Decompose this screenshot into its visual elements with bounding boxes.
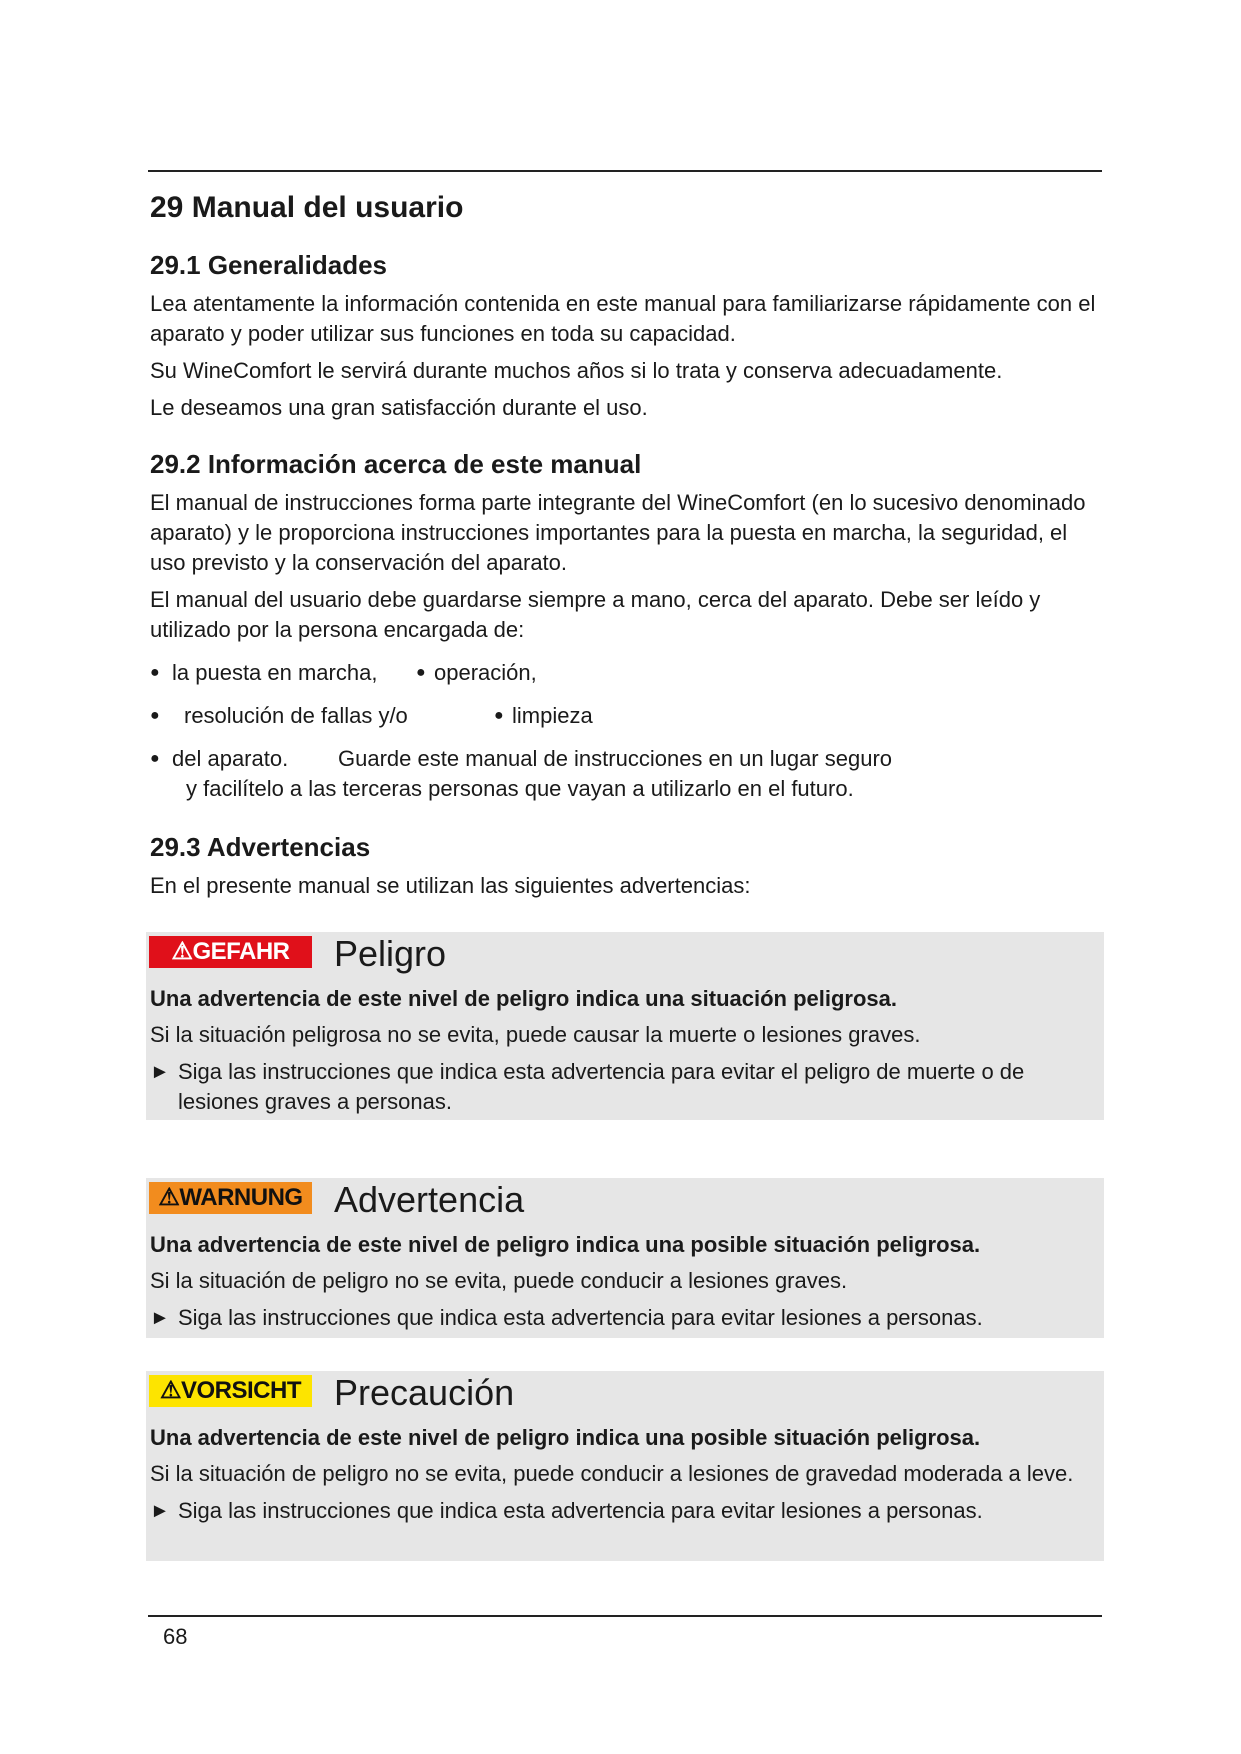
arrow-right-icon: ► <box>150 1061 170 1083</box>
warning-box-warning <box>146 1178 1104 1338</box>
warning-bold-text: Una advertencia de este nivel de peligro indica una posible situación peligrosa. <box>150 1232 981 1257</box>
section-warnings <box>150 830 1100 901</box>
warning-body <box>150 1423 1096 1526</box>
instruction-text: Siga las instrucciones que indica esta advertencia para evitar el peligro de muerte o de lesiones graves a personas. <box>178 1059 1025 1114</box>
warning-body <box>150 984 1096 1117</box>
bullet-list <box>150 658 1100 804</box>
bullet-text: resolución de fallas y/o <box>184 703 408 728</box>
section-general <box>150 248 1100 423</box>
warning-box-danger <box>146 932 1104 1120</box>
page-number: 68 <box>163 1624 188 1649</box>
section-heading: 29.2 Información acerca de este manual <box>150 449 642 479</box>
warning-text: Si la situación de peligro no se evita, puede conducir a lesiones graves. <box>150 1268 848 1293</box>
bullet-text: del aparato. <box>172 746 289 771</box>
section-info <box>150 447 1100 804</box>
bullet-text: la puesta en marcha, <box>172 660 378 685</box>
warning-title: Advertencia <box>334 1179 525 1220</box>
warning-text: Si la situación de peligro no se evita, puede conducir a lesiones de gravedad moderada a leve. <box>150 1461 1074 1486</box>
warning-title: Peligro <box>334 933 447 974</box>
paragraph: El manual del usuario debe guardarse siempre a mano, cerca del aparato. Debe ser leído y utilizado por la persona encargada de: <box>150 587 1041 642</box>
list-item <box>150 744 1100 774</box>
page-content <box>150 180 1100 901</box>
bullet-icon: ● <box>150 707 160 724</box>
list-item <box>150 658 1100 688</box>
bullet-icon: ● <box>494 707 504 724</box>
paragraph: Le deseamos una gran satisfacción durante el uso. <box>150 395 648 420</box>
bullet-icon: ● <box>150 750 160 767</box>
instruction-text: Siga las instrucciones que indica esta advertencia para evitar lesiones a personas. <box>178 1305 983 1330</box>
chapter-title: 29 Manual del usuario <box>150 191 464 224</box>
footer-rule <box>148 1615 1102 1617</box>
instruction-text: Siga las instrucciones que indica esta advertencia para evitar lesiones a personas. <box>178 1498 983 1523</box>
list-item <box>150 701 1100 731</box>
header-rule <box>148 170 1102 172</box>
bullet-text: limpieza <box>512 703 593 728</box>
section-heading: 29.1 Generalidades <box>150 250 388 280</box>
warning-bold-text: Una advertencia de este nivel de peligro indica una posible situación peligrosa. <box>150 1425 981 1450</box>
bullet-icon: ● <box>150 664 160 681</box>
bullet-icon: ● <box>416 664 426 681</box>
bullet-text: operación, <box>434 660 537 685</box>
danger-badge: ⚠GEFAHR <box>149 936 312 968</box>
warning-bold-text: Una advertencia de este nivel de peligro indica una situación peligrosa. <box>150 986 898 1011</box>
section-heading: 29.3 Advertencias <box>150 832 371 862</box>
warning-instruction <box>150 1496 1096 1526</box>
warning-title: Precaución <box>334 1372 515 1413</box>
paragraph: Su WineComfort le servirá durante muchos años si lo trata y conserva adecuadamente. <box>150 358 1003 383</box>
bullet-continuation: y facilítelo a las terceras personas que vayan a utilizarlo en el futuro. <box>186 776 854 801</box>
bullet-text: Guarde este manual de instrucciones en un lugar seguro <box>338 746 893 771</box>
arrow-right-icon: ► <box>150 1500 170 1522</box>
caution-badge: ⚠VORSICHT <box>149 1375 312 1407</box>
paragraph: En el presente manual se utilizan las siguientes advertencias: <box>150 873 751 898</box>
warning-text: Si la situación peligrosa no se evita, puede causar la muerte o lesiones graves. <box>150 1022 921 1047</box>
warning-badge: ⚠WARNUNG <box>149 1182 312 1214</box>
warning-instruction <box>150 1303 1096 1333</box>
warning-body <box>150 1230 1096 1333</box>
warning-box-caution <box>146 1371 1104 1561</box>
warning-instruction <box>150 1057 1096 1117</box>
arrow-right-icon: ► <box>150 1307 170 1329</box>
paragraph: Lea atentamente la información contenida en este manual para familiarizarse rápidamente con el aparato y poder utilizar sus funciones en toda su capacidad. <box>150 291 1096 346</box>
paragraph: El manual de instrucciones forma parte integrante del WineComfort (en lo sucesivo denominado aparato) y le proporciona instrucciones importantes para la puesta en marcha, la seguridad, el uso previsto y la conservación del aparato. <box>150 490 1086 575</box>
